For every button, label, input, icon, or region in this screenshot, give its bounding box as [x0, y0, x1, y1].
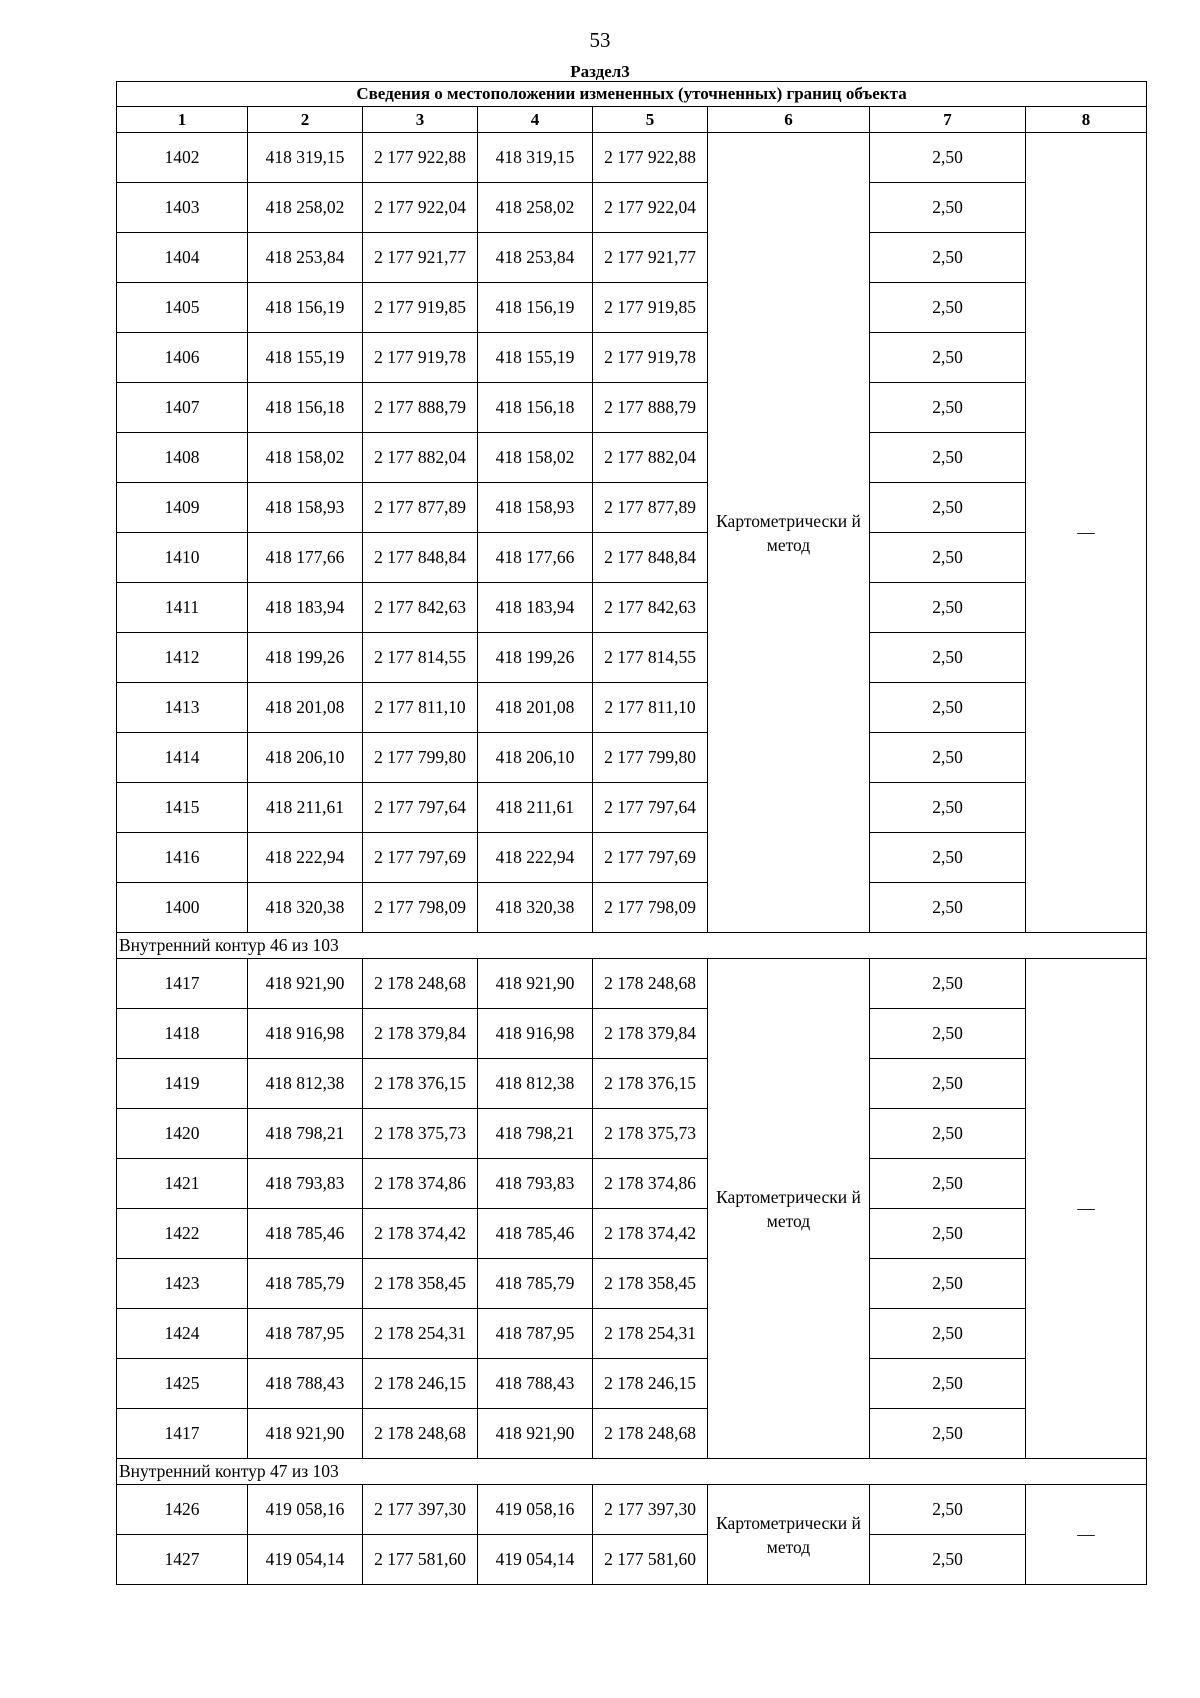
accuracy-cell: 2,50	[870, 533, 1026, 583]
column-number-8: 8	[1026, 107, 1147, 133]
table-row	[117, 233, 1147, 283]
y-old-cell: 2 177 811,10	[363, 683, 478, 733]
y-old-cell: 2 177 797,64	[363, 783, 478, 833]
column-number-3: 3	[363, 107, 478, 133]
table-row	[117, 1109, 1147, 1159]
y-old-cell: 2 177 882,04	[363, 433, 478, 483]
boundary-table-container	[116, 81, 1146, 1585]
column-8-cell: —	[1026, 1485, 1147, 1585]
y-old-cell: 2 177 799,80	[363, 733, 478, 783]
accuracy-cell: 2,50	[870, 1009, 1026, 1059]
point-number-cell: 1417	[117, 959, 248, 1009]
x-old-cell: 418 788,43	[248, 1359, 363, 1409]
accuracy-cell: 2,50	[870, 183, 1026, 233]
accuracy-cell: 2,50	[870, 1309, 1026, 1359]
table-row	[117, 633, 1147, 683]
y-old-cell: 2 178 376,15	[363, 1059, 478, 1109]
point-number-cell: 1426	[117, 1485, 248, 1535]
accuracy-cell: 2,50	[870, 1409, 1026, 1459]
table-row	[117, 1059, 1147, 1109]
point-number-cell: 1404	[117, 233, 248, 283]
accuracy-cell: 2,50	[870, 433, 1026, 483]
point-number-cell: 1406	[117, 333, 248, 383]
section-title: Раздел3	[570, 62, 630, 81]
point-number-cell: 1427	[117, 1535, 248, 1585]
x-new-cell: 418 177,66	[478, 533, 593, 583]
y-old-cell: 2 178 246,15	[363, 1359, 478, 1409]
accuracy-cell: 2,50	[870, 1485, 1026, 1535]
x-new-cell: 419 058,16	[478, 1485, 593, 1535]
y-new-cell: 2 177 797,69	[593, 833, 708, 883]
contour-subheader: Внутренний контур 46 из 103	[117, 933, 1147, 959]
y-new-cell: 2 177 922,88	[593, 133, 708, 183]
table-row	[117, 483, 1147, 533]
x-new-cell: 418 222,94	[478, 833, 593, 883]
x-new-cell: 418 201,08	[478, 683, 593, 733]
x-new-cell: 418 793,83	[478, 1159, 593, 1209]
table-row	[117, 1159, 1147, 1209]
y-new-cell: 2 178 375,73	[593, 1109, 708, 1159]
accuracy-cell: 2,50	[870, 1209, 1026, 1259]
x-new-cell: 418 798,21	[478, 1109, 593, 1159]
contour-subheader-row	[117, 933, 1147, 959]
table-row	[117, 1535, 1147, 1585]
y-old-cell: 2 178 374,86	[363, 1159, 478, 1209]
x-old-cell: 418 156,18	[248, 383, 363, 433]
x-old-cell: 418 916,98	[248, 1009, 363, 1059]
y-new-cell: 2 177 397,30	[593, 1485, 708, 1535]
point-number-cell: 1421	[117, 1159, 248, 1209]
y-old-cell: 2 177 888,79	[363, 383, 478, 433]
point-number-cell: 1411	[117, 583, 248, 633]
point-number-cell: 1425	[117, 1359, 248, 1409]
x-old-cell: 418 793,83	[248, 1159, 363, 1209]
x-old-cell: 419 054,14	[248, 1535, 363, 1585]
y-new-cell: 2 178 246,15	[593, 1359, 708, 1409]
y-new-cell: 2 177 848,84	[593, 533, 708, 583]
y-old-cell: 2 177 922,88	[363, 133, 478, 183]
column-number-5: 5	[593, 107, 708, 133]
point-number-cell: 1424	[117, 1309, 248, 1359]
y-new-cell: 2 177 882,04	[593, 433, 708, 483]
accuracy-cell: 2,50	[870, 133, 1026, 183]
x-old-cell: 418 158,93	[248, 483, 363, 533]
x-old-cell: 418 211,61	[248, 783, 363, 833]
column-8-cell: —	[1026, 133, 1147, 933]
y-new-cell: 2 177 877,89	[593, 483, 708, 533]
y-old-cell: 2 177 919,85	[363, 283, 478, 333]
accuracy-cell: 2,50	[870, 883, 1026, 933]
table-row	[117, 1009, 1147, 1059]
accuracy-cell: 2,50	[870, 483, 1026, 533]
y-new-cell: 2 178 379,84	[593, 1009, 708, 1059]
y-old-cell: 2 177 797,69	[363, 833, 478, 883]
y-old-cell: 2 178 254,31	[363, 1309, 478, 1359]
x-old-cell: 418 258,02	[248, 183, 363, 233]
accuracy-cell: 2,50	[870, 1059, 1026, 1109]
point-number-cell: 1412	[117, 633, 248, 683]
x-old-cell: 418 253,84	[248, 233, 363, 283]
x-new-cell: 418 785,46	[478, 1209, 593, 1259]
y-new-cell: 2 177 581,60	[593, 1535, 708, 1585]
accuracy-cell: 2,50	[870, 333, 1026, 383]
boundary-table	[116, 81, 1147, 1585]
accuracy-cell: 2,50	[870, 233, 1026, 283]
table-row	[117, 333, 1147, 383]
y-new-cell: 2 177 919,78	[593, 333, 708, 383]
table-row	[117, 1485, 1147, 1535]
column-number-4: 4	[478, 107, 593, 133]
x-new-cell: 418 156,19	[478, 283, 593, 333]
table-row	[117, 433, 1147, 483]
y-old-cell: 2 177 921,77	[363, 233, 478, 283]
accuracy-cell: 2,50	[870, 833, 1026, 883]
y-new-cell: 2 178 376,15	[593, 1059, 708, 1109]
y-old-cell: 2 178 374,42	[363, 1209, 478, 1259]
x-new-cell: 419 054,14	[478, 1535, 593, 1585]
x-new-cell: 418 156,18	[478, 383, 593, 433]
point-number-cell: 1402	[117, 133, 248, 183]
table-row	[117, 683, 1147, 733]
table-row	[117, 133, 1147, 183]
y-new-cell: 2 177 888,79	[593, 383, 708, 433]
y-new-cell: 2 178 248,68	[593, 1409, 708, 1459]
point-number-cell: 1415	[117, 783, 248, 833]
x-new-cell: 418 199,26	[478, 633, 593, 683]
point-number-cell: 1417	[117, 1409, 248, 1459]
column-number-7: 7	[870, 107, 1026, 133]
y-old-cell: 2 178 248,68	[363, 959, 478, 1009]
x-old-cell: 418 798,21	[248, 1109, 363, 1159]
point-number-cell: 1403	[117, 183, 248, 233]
point-number-cell: 1408	[117, 433, 248, 483]
table-row	[117, 533, 1147, 583]
point-number-cell: 1414	[117, 733, 248, 783]
x-new-cell: 418 258,02	[478, 183, 593, 233]
method-cell: Картометрически й метод	[708, 133, 870, 933]
x-old-cell: 418 156,19	[248, 283, 363, 333]
x-old-cell: 418 177,66	[248, 533, 363, 583]
point-number-cell: 1413	[117, 683, 248, 733]
y-new-cell: 2 177 922,04	[593, 183, 708, 233]
x-old-cell: 418 921,90	[248, 1409, 363, 1459]
column-number-2: 2	[248, 107, 363, 133]
accuracy-cell: 2,50	[870, 733, 1026, 783]
y-new-cell: 2 178 248,68	[593, 959, 708, 1009]
accuracy-cell: 2,50	[870, 633, 1026, 683]
y-old-cell: 2 177 397,30	[363, 1485, 478, 1535]
method-cell: Картометрически й метод	[708, 1485, 870, 1585]
x-new-cell: 418 320,38	[478, 883, 593, 933]
x-new-cell: 418 158,93	[478, 483, 593, 533]
table-caption: Сведения о местоположении измененных (уточненных) границ объекта	[117, 82, 1147, 107]
accuracy-cell: 2,50	[870, 1259, 1026, 1309]
accuracy-cell: 2,50	[870, 383, 1026, 433]
table-row	[117, 1209, 1147, 1259]
accuracy-cell: 2,50	[870, 683, 1026, 733]
table-row	[117, 959, 1147, 1009]
x-new-cell: 418 155,19	[478, 333, 593, 383]
y-old-cell: 2 177 814,55	[363, 633, 478, 683]
y-old-cell: 2 177 922,04	[363, 183, 478, 233]
contour-subheader: Внутренний контур 47 из 103	[117, 1459, 1147, 1485]
x-old-cell: 418 787,95	[248, 1309, 363, 1359]
column-number-6: 6	[708, 107, 870, 133]
contour-subheader-row	[117, 1459, 1147, 1485]
column-8-cell: —	[1026, 959, 1147, 1459]
table-row	[117, 733, 1147, 783]
table-row	[117, 1309, 1147, 1359]
x-old-cell: 418 785,46	[248, 1209, 363, 1259]
x-old-cell: 418 199,26	[248, 633, 363, 683]
y-new-cell: 2 177 811,10	[593, 683, 708, 733]
table-row	[117, 283, 1147, 333]
x-old-cell: 418 158,02	[248, 433, 363, 483]
table-row	[117, 1359, 1147, 1409]
x-old-cell: 418 222,94	[248, 833, 363, 883]
table-row	[117, 183, 1147, 233]
x-new-cell: 418 785,79	[478, 1259, 593, 1309]
table-row	[117, 883, 1147, 933]
y-new-cell: 2 177 842,63	[593, 583, 708, 633]
point-number-cell: 1407	[117, 383, 248, 433]
x-new-cell: 418 921,90	[478, 1409, 593, 1459]
column-number-1: 1	[117, 107, 248, 133]
y-old-cell: 2 178 375,73	[363, 1109, 478, 1159]
accuracy-cell: 2,50	[870, 1535, 1026, 1585]
y-new-cell: 2 177 798,09	[593, 883, 708, 933]
y-old-cell: 2 177 848,84	[363, 533, 478, 583]
x-new-cell: 418 916,98	[478, 1009, 593, 1059]
point-number-cell: 1405	[117, 283, 248, 333]
x-new-cell: 418 787,95	[478, 1309, 593, 1359]
column-number-row	[117, 107, 1147, 133]
y-new-cell: 2 177 919,85	[593, 283, 708, 333]
x-new-cell: 418 921,90	[478, 959, 593, 1009]
accuracy-cell: 2,50	[870, 583, 1026, 633]
accuracy-cell: 2,50	[870, 283, 1026, 333]
table-row	[117, 1409, 1147, 1459]
x-old-cell: 418 812,38	[248, 1059, 363, 1109]
x-old-cell: 418 785,79	[248, 1259, 363, 1309]
x-old-cell: 418 183,94	[248, 583, 363, 633]
y-old-cell: 2 178 248,68	[363, 1409, 478, 1459]
table-row	[117, 1259, 1147, 1309]
point-number-cell: 1419	[117, 1059, 248, 1109]
table-row	[117, 583, 1147, 633]
point-number-cell: 1400	[117, 883, 248, 933]
point-number-cell: 1423	[117, 1259, 248, 1309]
x-old-cell: 418 155,19	[248, 333, 363, 383]
table-row	[117, 783, 1147, 833]
x-old-cell: 418 206,10	[248, 733, 363, 783]
x-old-cell: 418 319,15	[248, 133, 363, 183]
accuracy-cell: 2,50	[870, 1159, 1026, 1209]
y-old-cell: 2 178 358,45	[363, 1259, 478, 1309]
y-old-cell: 2 177 877,89	[363, 483, 478, 533]
x-new-cell: 418 812,38	[478, 1059, 593, 1109]
point-number-cell: 1418	[117, 1009, 248, 1059]
x-new-cell: 418 206,10	[478, 733, 593, 783]
y-old-cell: 2 177 581,60	[363, 1535, 478, 1585]
point-number-cell: 1409	[117, 483, 248, 533]
y-new-cell: 2 177 799,80	[593, 733, 708, 783]
x-new-cell: 418 319,15	[478, 133, 593, 183]
accuracy-cell: 2,50	[870, 783, 1026, 833]
x-old-cell: 418 201,08	[248, 683, 363, 733]
accuracy-cell: 2,50	[870, 959, 1026, 1009]
y-old-cell: 2 178 379,84	[363, 1009, 478, 1059]
y-old-cell: 2 177 842,63	[363, 583, 478, 633]
y-old-cell: 2 177 919,78	[363, 333, 478, 383]
y-new-cell: 2 178 374,86	[593, 1159, 708, 1209]
y-new-cell: 2 178 358,45	[593, 1259, 708, 1309]
y-new-cell: 2 178 374,42	[593, 1209, 708, 1259]
y-old-cell: 2 177 798,09	[363, 883, 478, 933]
point-number-cell: 1416	[117, 833, 248, 883]
x-new-cell: 418 158,02	[478, 433, 593, 483]
table-row	[117, 383, 1147, 433]
x-old-cell: 418 320,38	[248, 883, 363, 933]
y-new-cell: 2 177 814,55	[593, 633, 708, 683]
y-new-cell: 2 177 921,77	[593, 233, 708, 283]
point-number-cell: 1420	[117, 1109, 248, 1159]
x-old-cell: 419 058,16	[248, 1485, 363, 1535]
x-new-cell: 418 788,43	[478, 1359, 593, 1409]
table-row	[117, 833, 1147, 883]
point-number-cell: 1422	[117, 1209, 248, 1259]
y-new-cell: 2 178 254,31	[593, 1309, 708, 1359]
x-new-cell: 418 253,84	[478, 233, 593, 283]
accuracy-cell: 2,50	[870, 1109, 1026, 1159]
y-new-cell: 2 177 797,64	[593, 783, 708, 833]
point-number-cell: 1410	[117, 533, 248, 583]
table-body	[117, 133, 1147, 1585]
accuracy-cell: 2,50	[870, 1359, 1026, 1409]
x-old-cell: 418 921,90	[248, 959, 363, 1009]
page-number: 53	[589, 28, 611, 52]
x-new-cell: 418 211,61	[478, 783, 593, 833]
method-cell: Картометрически й метод	[708, 959, 870, 1459]
x-new-cell: 418 183,94	[478, 583, 593, 633]
